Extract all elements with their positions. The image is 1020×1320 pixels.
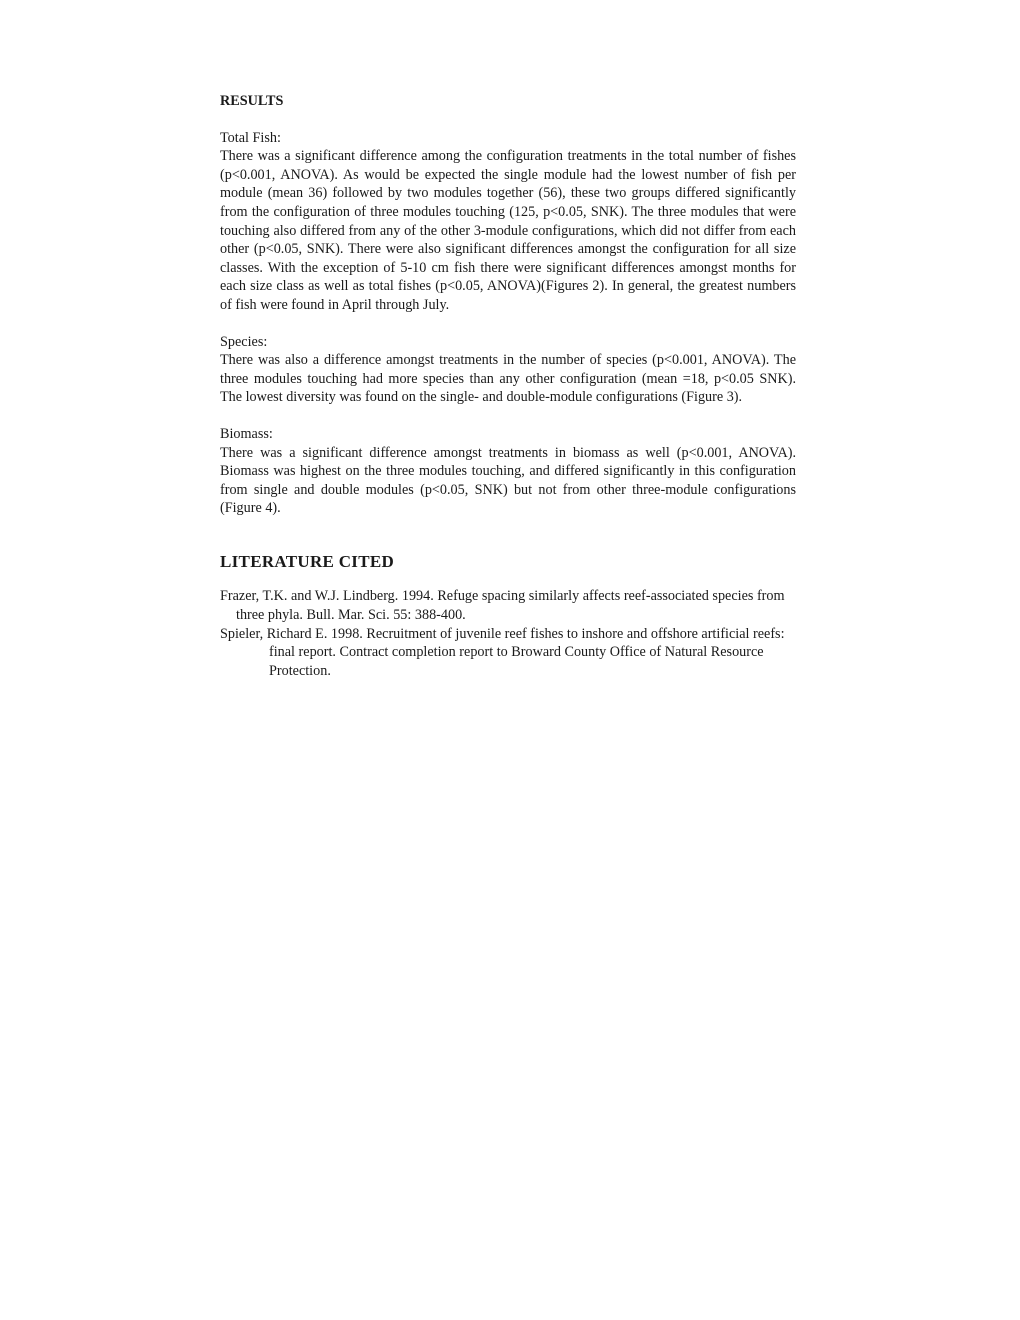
reference-list <box>220 587 796 680</box>
section-label-species: Species: <box>220 333 268 350</box>
literature-cited-heading: LITERATURE CITED <box>220 551 395 571</box>
results-section-total-fish <box>220 129 796 315</box>
reference-item: Frazer, T.K. and W.J. Lindberg. 1994. Refuge spacing similarly affects reef-associated species from three phyla. Bull. Mar. Sci. 55: 388-400. <box>220 588 785 624</box>
section-body-species: There was also a difference amongst treatments in the number of species (p<0.001, ANOVA). The three modules touching had more species than any other configuration (mean =18, p<0.05 SNK). The lowest diversity was found on the single- and double-module configurations (Figure 3). <box>220 352 796 406</box>
section-label-total-fish: Total Fish: <box>220 129 281 146</box>
results-section-biomass <box>220 425 796 518</box>
results-section-species <box>220 333 796 407</box>
section-body-biomass: There was a significant difference amongst treatments in biomass as well (p<0.001, ANOVA). Biomass was highest on the three modules touching, and differed significantly in this configuration from single and double modules (p<0.05, SNK) but not from other three-module configurations (Figure 4). <box>220 444 796 517</box>
reference-item: Spieler, Richard E. 1998. Recruitment of juvenile reef fishes to inshore and offshore artificial reefs: final report. Contract completion report to Broward County Office of Natural Resource Protection. <box>220 625 785 679</box>
page-content <box>220 92 796 680</box>
section-body-total-fish: There was a significant difference among the configuration treatments in the total number of fishes (p<0.001, ANOVA). As would be expected the single module had the lowest number of fish per module (mean 36) followed by two modules together (56), these two groups differed significantly from the configuration of three modules touching (125, p<0.05, SNK). The three modules that were touching also differed from any of the other 3-module configurations, which did not differ from each other (p<0.05, SNK). There were also significant differences amongst the configuration for all size classes. With the exception of 5-10 cm fish there were significant differences amongst months for each size class as well as total fishes (p<0.05, ANOVA)(Figures 2). In general, the greatest numbers of fish were found in April through July. <box>220 148 796 313</box>
section-label-biomass: Biomass: <box>220 425 273 442</box>
results-heading: RESULTS <box>220 93 284 109</box>
